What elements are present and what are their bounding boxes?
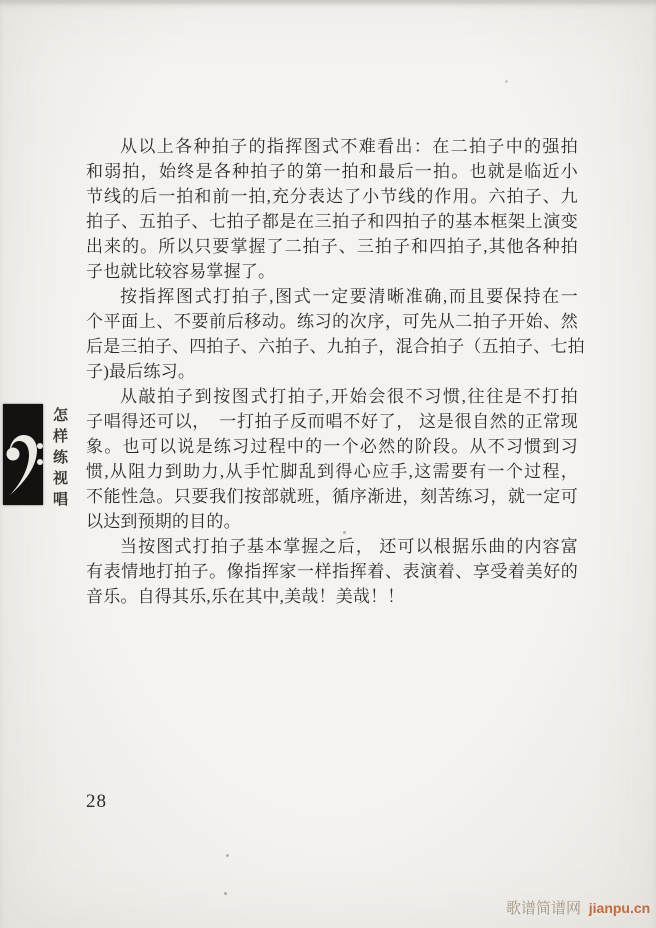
- text-line: 节线的后一拍和前一拍,充分表达了小节线的作用。六拍子、九: [86, 187, 578, 206]
- scan-speck: [343, 531, 346, 534]
- text-line: 音乐。自得其乐,乐在其中,美哉！美哉！！: [86, 587, 405, 606]
- text-line: 子也就比较容易掌握了。: [86, 262, 276, 281]
- text-line: 不能性急。只要我们按部就班，循序渐进，刻苦练习，就一定可: [86, 487, 578, 506]
- text-line: 当按图式打拍子基本掌握之后， 还可以根据乐曲的内容富: [120, 537, 578, 556]
- text-line: 按指挥图式打拍子,图式一定要清晰准确,而且要保持在一: [120, 287, 578, 306]
- text-line: 象。也可以说是练习过程中的一个必然的阶段。从不习惯到习: [86, 437, 578, 456]
- chapter-title: 怎样练视唱: [51, 407, 67, 512]
- bass-clef-icon: [3, 404, 43, 505]
- watermark-site-url: jianpu.cn: [588, 900, 651, 916]
- watermark-site-name: 歌谱简谱网: [506, 901, 582, 917]
- scan-speck: [224, 892, 227, 895]
- body-text: [86, 134, 585, 609]
- scan-speck: [505, 80, 508, 83]
- text-line: 个平面上、不要前后移动。练习的次序，可先从二拍子开始、然: [86, 312, 578, 331]
- text-line: 和弱拍，始终是各种拍子的第一拍和最后一拍。也就是临近小: [86, 162, 578, 181]
- page-number: 28: [86, 791, 107, 812]
- text-line: 子)最后练习。: [86, 362, 196, 381]
- text-line: 后是三拍子、四拍子、六拍子、九拍子，混合拍子（五拍子、七拍: [86, 337, 585, 356]
- text-line: 拍子、五拍子、七拍子都是在三拍子和四拍子的基本框架上演变: [86, 212, 578, 231]
- text-line: 惯,从阻力到助力,从手忙脚乱到得心应手,这需要有一个过程，: [86, 462, 578, 481]
- text-line: 从敲拍子到按图式打拍子,开始会很不习惯,往往是不打拍: [120, 387, 578, 406]
- text-line: 以达到预期的目的。: [86, 512, 241, 531]
- text-line: 有表情地打拍子。像指挥家一样指挥着、表演着、享受着美好的: [86, 562, 578, 581]
- scan-speck: [226, 854, 229, 857]
- scan-edge-shadow: [0, 0, 656, 5]
- text-line: 出来的。所以只要掌握了二拍子、三拍子和四拍子,其他各种拍: [86, 237, 578, 256]
- text-line: 从以上各种拍子的指挥图式不难看出：在二拍子中的强拍: [120, 137, 578, 156]
- watermark: [506, 897, 650, 918]
- text-line: 子唱得还可以， 一打拍子反而唱不好了， 这是很自然的正常现: [86, 412, 578, 431]
